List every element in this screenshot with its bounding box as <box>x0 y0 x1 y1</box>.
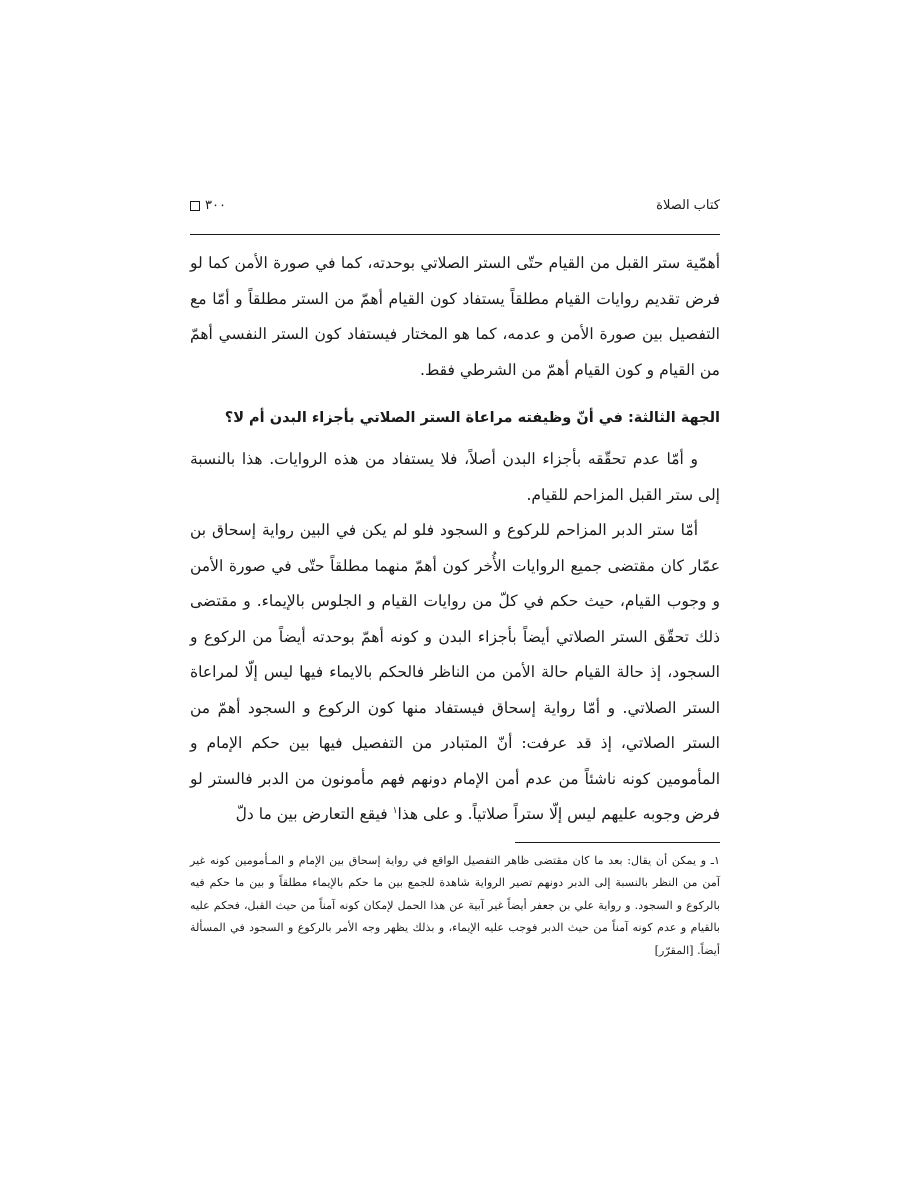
footnote-separator <box>515 842 720 843</box>
page-number <box>190 198 226 213</box>
paragraph-1: أهمّية ستر القبل من القيام حتّى الستر الصلاتي بوحدته، كما في صورة الأمن كما لو فرض تقديم روايات القيام مطلقاً يستفاد كون القيام أهمّ من الستر مطلقاً و أمّا مع التفصيل بين صورة الأمن و عدمه، كما هو المختار فيستفاد كون الستر النفسي أهمّ من القيام و كون القيام أهمّ من الشرطي فقط. <box>190 254 720 379</box>
paragraph-3 <box>190 513 720 833</box>
running-header <box>190 196 720 222</box>
main-text <box>190 246 720 833</box>
section-heading: الجهة الثالثة: في أنّ وظيفته مراعاة الستر الصلاتي بأجزاء البدن أم لا؟ <box>224 410 720 426</box>
footnotes <box>190 850 720 962</box>
paragraph-3-end: فيقع التعارض بين ما دلّ <box>235 805 388 823</box>
book-page <box>190 196 720 957</box>
header-divider <box>190 234 720 235</box>
footnote-1: ١ـ و يمكن أن يقال: بعد ما كان مقتضى ظاهر التفصيل الواقع في رواية إسحاق بين الإمام و المـأمومين كونه غير آمن من النظر بالنسبة إلى الدبر دونهم تصير الرواية شاهدة للجمع بين ما حكم بالإيماء مطلقاً و بين ما حكم فيه بالركوع و السجود. و رواية علي بن جعفر أيضاً غير آبية عن هذا الحمل لإمكان كونه آمناً من حيث القبل، فحكم عليه بالقيام و عدم كونه آمناً من حيث الدبر فوجب عليه الإيماء، و بذلك يظهر وجه الأمر بالركوع و السجود في المسألة أيضاً. [المقرّر] <box>190 854 720 957</box>
square-icon <box>190 201 200 211</box>
paragraph-2: و أمّا عدم تحقّقه بأجزاء البدن أصلاً، فلا يستفاد من هذه الروايات. هذا بالنسبة إلى ستر القبل المزاحم للقيام. <box>190 450 720 504</box>
paragraph-3-text: أمّا ستر الدبر المزاحم للركوع و السجود فلو لم يكن في البين رواية إسحاق بن عمّار كان مقتضى جميع الروايات الأُخر كون أهمّ منهما مطلقاً حتّى في صورة الأمن و وجوب القيام، حيث حكم في كلّ من روايات القيام و الجلوس بالإيماء. و مقتضى ذلك تحقّق الستر الصلاتي أيضاً بأجزاء البدن و كونه أهمّ بوحدته أيضاً من الركوع و السجود، إذ حالة القيام حالة الأمن من الناظر فالحكم بالايماء فيها ليس إلّا لمراعاة الستر الصلاتي. و أمّا رواية إسحاق فيستفاد منها كون الركوع و السجود أهمّ من الستر الصلاتي، إذ قد عرفت: أنّ المتبادر من التفصيل فيها بين حكم الإمام و المأمومين كونه ناشئاً من عدم أمن الإمام دونهم فهم مأمونون من الدبر فالستر لو فرض وجوبه عليهم ليس إلّا ستراً صلاتياً. و على هذا <box>190 521 720 823</box>
page-number-text: ٣٠٠ <box>205 198 226 213</box>
footnote-marker: ١ <box>392 805 398 816</box>
book-title: كتاب الصلاة <box>656 198 720 213</box>
